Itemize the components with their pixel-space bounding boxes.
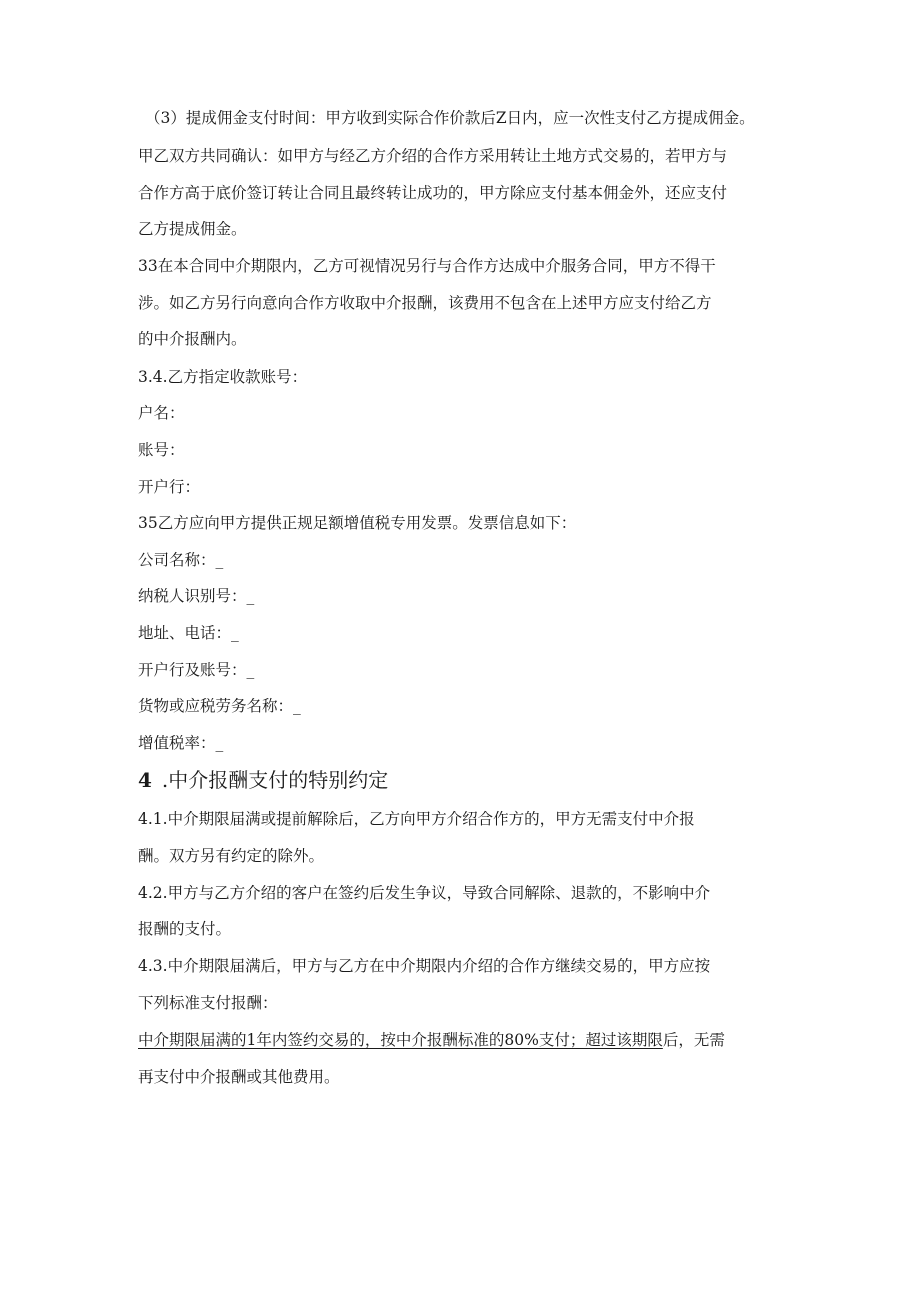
clause-35-title: 35乙方应向甲方提供正规足额增值税专用发票。发票信息如下： [138, 514, 577, 532]
section-4-number: 4 [138, 768, 152, 792]
confirm-line-3: 乙方提成佣金。 [138, 220, 247, 238]
account-number-field: 账号： [138, 441, 185, 459]
clause-4-2-line-2: 报酬的支付。 [138, 920, 232, 938]
payment-standard-rest: 后，无需 [662, 1031, 725, 1049]
payment-standard-line-2: 再支付中介报酬或其他费用。 [138, 1068, 340, 1086]
section-4-title: .中介报酬支付的特别约定 [161, 768, 389, 792]
clause-4-2-line-1: 4.2.甲方与乙方介绍的客户在签约后发生争议，导致合同解除、退款的，不影响中介 [138, 884, 711, 902]
bank-field: 开户行： [138, 478, 201, 496]
invoice-address-phone: 地址、电话：_ [138, 624, 239, 642]
payment-standard-underlined: 中介期限届满的1年内签约交易的，按中介报酬标准的80%支付；超过该期限 [138, 1031, 663, 1049]
clause-33-line-1: 33在本合同中介期限内，乙方可视情况另行与合作方达成中介服务合同，甲方不得干 [138, 257, 716, 275]
clause-3-4-title: 3.4.乙方指定收款账号： [138, 368, 308, 386]
payment-standard-line-1 [138, 1030, 725, 1050]
clause-4-3-line-1: 4.3.中介期限届满后，甲方与乙方在中介期限内介绍的合作方继续交易的，甲方应按 [138, 957, 711, 975]
account-name-field: 户名： [138, 404, 185, 422]
invoice-taxpayer-id: 纳税人识别号：_ [138, 587, 255, 605]
confirm-line-2: 合作方高于底价签订转让合同且最终转让成功的，甲方除应支付基本佣金外，还应支付 [138, 184, 728, 202]
invoice-goods-name: 货物或应税劳务名称：_ [138, 697, 301, 715]
invoice-company-name: 公司名称：_ [138, 551, 224, 569]
clause-4-1-line-2: 酬。双方另有约定的除外。 [138, 847, 325, 865]
invoice-vat-rate: 增值税率：_ [138, 734, 224, 752]
section-4-heading [138, 768, 388, 792]
clause-33-line-3: 的中介报酬内。 [138, 330, 247, 348]
clause-4-1-line-1: 4.1.中介期限届满或提前解除后，乙方向甲方介绍合作方的，甲方无需支付中介报 [138, 810, 695, 828]
confirm-line-1: 甲乙双方共同确认：如甲方与经乙方介绍的合作方采用转让土地方式交易的，若甲方与 [138, 147, 728, 165]
invoice-bank-account: 开户行及账号：_ [138, 661, 255, 679]
clause-3-3-commission-time: （3）提成佣金支付时间：甲方收到实际合作价款后Z日内，应一次性支付乙方提成佣金。 [145, 109, 755, 127]
clause-4-3-line-2: 下列标准支付报酬： [138, 994, 278, 1012]
clause-33-line-2: 涉。如乙方另行向意向合作方收取中介报酬，该费用不包含在上述甲方应支付给乙方 [138, 294, 712, 312]
